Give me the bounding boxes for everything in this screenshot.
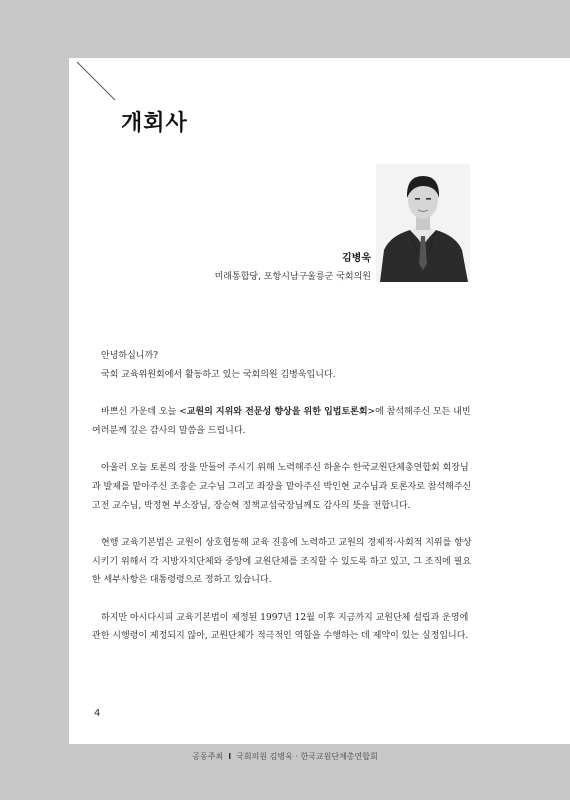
document-page xyxy=(69,58,570,744)
page-number: 4 xyxy=(94,708,101,719)
author-portrait xyxy=(376,164,470,282)
footer-separator: I xyxy=(228,752,232,761)
author-affiliation: 미래통합당, 포항시남구울릉군 국회의원 xyxy=(214,272,371,282)
corner-decoration xyxy=(69,58,129,118)
paragraph: 하지만 아시다시피 교육기본법이 제정된 1997년 12월 이후 지금까지 교원단체 설립과 운영에 관한 시행령이 제정되지 않아, 교원단체가 적극적인 역할을 수행하는 데 제약이 있는 실정입니다. xyxy=(92,612,469,642)
text-span: >에 참석해주신 모든 내빈 여러분께 깊은 감사의 말씀을 드립니다. xyxy=(92,407,471,436)
event-title: 교원의 지위와 전문성 향상을 위한 입법토론회 xyxy=(186,407,368,418)
author-name: 김병욱 xyxy=(342,253,371,264)
page-title: 개회사 xyxy=(121,111,188,136)
paragraph: 아울러 오늘 토론의 장을 만들어 주시기 위해 노력해주신 하윤수 한국교원단체총연합회 회장님과 발제를 맡아주신 조흥순 교수님 그리고 좌장을 맡아주신 박인현 교수님과 토론자로 참석해주신 고전 교수님, 박정현 부소장님, 장승혁 정책교섭국장님께도 감사의 뜻을 전합니다. xyxy=(92,463,472,511)
text-span: 바쁘신 가운데 오늘 < xyxy=(101,407,187,418)
footer-hosts: 국회의원 김병욱 · 한국교원단체총연합회 xyxy=(236,752,378,761)
footer-label: 공동주최 xyxy=(192,752,224,761)
paragraph xyxy=(92,403,477,440)
paragraph: 현행 교육기본법은 교원이 상호협동해 교육 진흥에 노력하고 교원의 경제적·사회적 지위를 향상시키기 위해서 각 지방자치단체와 중앙에 교원단체를 조직할 수 있도록 하고 있고, 그 조직에 필요한 세부사항은 대통령령으로 정하고 있습니다. xyxy=(92,537,472,586)
paragraph: 안녕하십니까? xyxy=(101,351,158,361)
footer xyxy=(0,751,570,762)
paragraph: 국회 교육위원회에서 활동하고 있는 국회의원 김병욱입니다. xyxy=(101,369,336,380)
speech-body xyxy=(92,347,477,665)
